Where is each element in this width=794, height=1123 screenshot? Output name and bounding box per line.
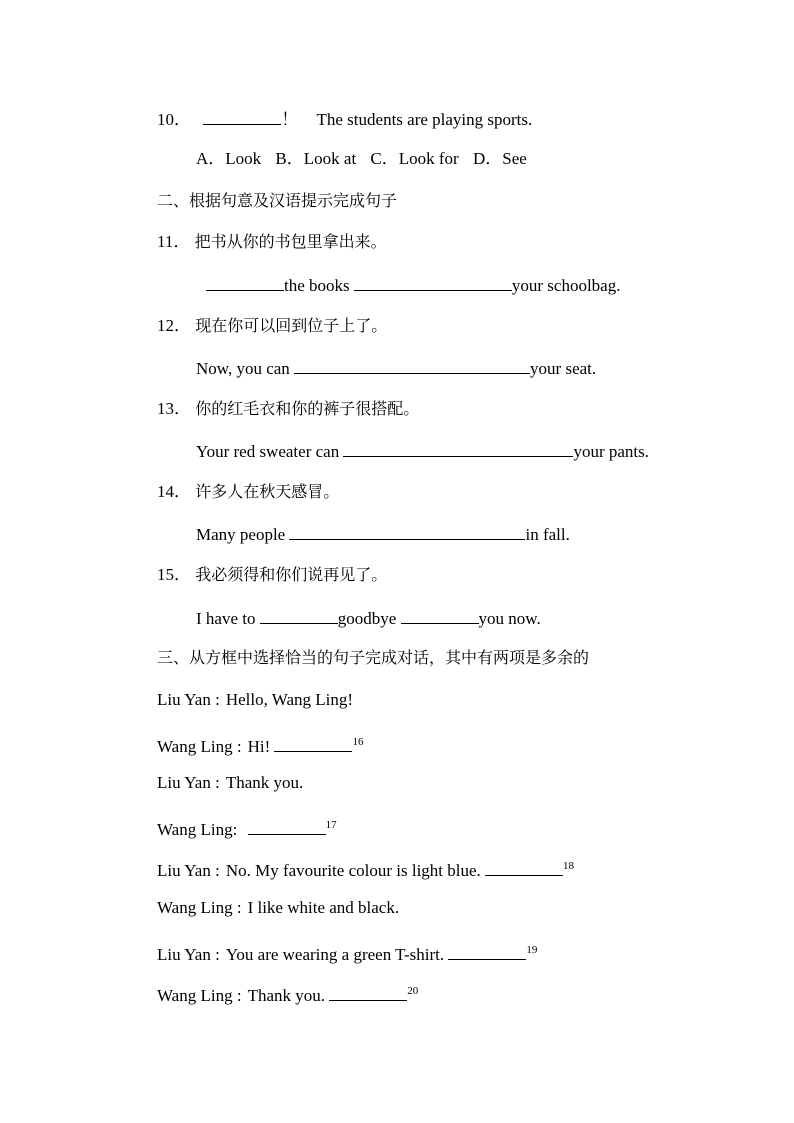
question-number: 11． [157, 232, 191, 251]
question-12-answer [196, 357, 596, 379]
question-14-prompt [157, 482, 339, 502]
blank-number: 16 [352, 736, 364, 748]
sentence-part: goodbye [337, 609, 397, 628]
question-number: 10． [157, 110, 191, 129]
dialogue-line [157, 773, 303, 793]
dialogue-text: I like white and black. [247, 898, 400, 917]
chinese-prompt: 我必须得和你们说再见了。 [195, 565, 388, 584]
answer-blank[interactable] [274, 735, 352, 752]
option-d[interactable]: D．See [472, 149, 527, 168]
dialogue-line [157, 732, 363, 757]
question-13-answer [196, 440, 649, 462]
dialogue-text: No. My favourite colour is light blue. [225, 861, 481, 880]
answer-blank[interactable] [354, 274, 512, 291]
question-number: 12． [157, 316, 191, 335]
question-15-prompt [157, 565, 387, 585]
chinese-prompt: 许多人在秋天感冒。 [195, 482, 340, 501]
speaker: Wang Ling : [157, 737, 242, 756]
dialogue-text: Hi! [247, 737, 271, 756]
speaker: Liu Yan : [157, 773, 220, 792]
blank-number: 19 [526, 944, 538, 956]
question-text: The students are playing sports. [316, 110, 533, 129]
blank-number: 17 [325, 819, 337, 831]
speaker: Liu Yan : [157, 945, 220, 964]
sentence-part: I have to [196, 609, 256, 628]
dialogue-text: Thank you. [225, 773, 304, 792]
answer-blank[interactable] [448, 943, 526, 960]
answer-blank[interactable] [329, 984, 407, 1001]
option-a[interactable]: A．Look [196, 149, 262, 168]
chinese-prompt: 你的红毛衣和你的裤子很搭配。 [195, 399, 420, 418]
question-10-options [196, 149, 537, 169]
sentence-part: Your red sweater can [196, 442, 340, 461]
answer-blank[interactable] [289, 523, 525, 540]
dialogue-text: Thank you. [247, 986, 325, 1005]
question-number: 13． [157, 399, 191, 418]
answer-blank[interactable] [343, 440, 573, 457]
answer-blank[interactable] [401, 607, 479, 624]
speaker: Liu Yan : [157, 861, 220, 880]
question-14-answer [196, 523, 570, 545]
sentence-part: Many people [196, 525, 286, 544]
speaker: Wang Ling : [157, 898, 242, 917]
option-c[interactable]: C．Look for [370, 149, 459, 168]
answer-blank[interactable] [248, 818, 326, 835]
question-11-prompt [157, 232, 387, 252]
section-2-title: 二、根据句意及汉语提示完成句子 [157, 191, 398, 210]
section-3-title: 三、从方框中选择恰当的句子完成对话，其中有两项是多余的 [157, 648, 590, 667]
answer-blank[interactable] [206, 274, 284, 291]
speaker: Liu Yan : [157, 690, 220, 709]
chinese-prompt: 把书从你的书包里拿出来。 [194, 232, 387, 251]
question-15-answer [196, 607, 541, 629]
answer-blank[interactable] [260, 607, 338, 624]
dialogue-line [157, 690, 353, 710]
sentence-part: your schoolbag. [511, 276, 621, 295]
question-12-prompt [157, 316, 387, 336]
question-number: 15． [157, 565, 191, 584]
exclamation-mark: ！ [281, 110, 299, 129]
dialogue-line [157, 981, 418, 1006]
sentence-part: Now, you can [196, 359, 290, 378]
sentence-part: the books [284, 276, 350, 295]
question-10 [157, 108, 532, 130]
dialogue-line [157, 856, 574, 881]
blank-number: 20 [407, 985, 419, 997]
dialogue-text: You are wearing a green T-shirt. [225, 945, 445, 964]
speaker: Wang Ling: [157, 820, 238, 839]
answer-blank[interactable] [485, 859, 563, 876]
sentence-part: your pants. [573, 442, 649, 461]
sentence-part: in fall. [525, 525, 570, 544]
blank-number: 18 [563, 860, 575, 872]
option-b[interactable]: B．Look at [275, 149, 357, 168]
question-number: 14． [157, 482, 191, 501]
question-11-answer [206, 274, 620, 296]
dialogue-text: Hello, Wang Ling! [225, 690, 354, 709]
answer-blank[interactable] [294, 357, 530, 374]
question-13-prompt [157, 399, 419, 419]
sentence-part: your seat. [530, 359, 597, 378]
speaker: Wang Ling : [157, 986, 242, 1005]
dialogue-line [157, 815, 337, 840]
dialogue-line [157, 940, 537, 965]
chinese-prompt: 现在你可以回到位子上了。 [195, 316, 388, 335]
dialogue-line [157, 898, 399, 918]
answer-blank[interactable] [203, 108, 281, 125]
sentence-part: you now. [478, 609, 541, 628]
